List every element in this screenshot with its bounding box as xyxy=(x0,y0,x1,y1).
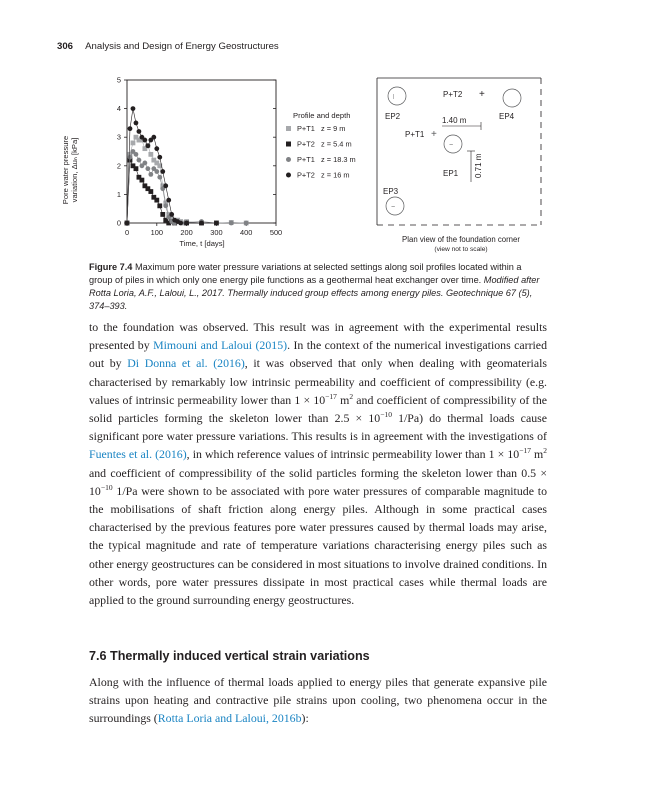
legend-label: P+T2 xyxy=(297,139,315,149)
data-point xyxy=(131,141,136,146)
y-tick-label: 1 xyxy=(116,189,121,199)
text-run: 1/Pa were shown to be associated with pore water pressures of comparable magnitude to the mobilisations of shaft friction along energy piles. Although in some practical cases characterised by the previous features pore water pressures caused by thermal loads may arise, the typical magnitude and rate of temperature variations characterising energy piles such as other energy geostructures can be considered in most situations to involve drained conditions. In other words, pore water pressures dissipate in most practical cases while thermal loads are applied to the ground surrounding energy geostructures. xyxy=(89,483,547,608)
legend-label: P+T2 xyxy=(297,170,315,180)
body-text xyxy=(89,318,547,609)
data-point xyxy=(151,135,156,140)
reference-link[interactable]: Rotta Loria and Laloui, 2016b xyxy=(157,711,302,726)
x-tick-label: 0 xyxy=(124,228,130,237)
x-axis-label: Time, t [days] xyxy=(179,239,225,248)
y-axis-label-line2: variation, Δuₙ [kPa] xyxy=(70,137,79,203)
dimension-horizontal: 1.40 m xyxy=(442,116,467,125)
pile-ep3-symbol: − xyxy=(391,204,396,211)
legend-title: Profile and depth xyxy=(293,111,351,120)
legend-depth: z = 16 m xyxy=(321,170,350,180)
data-point xyxy=(128,126,133,131)
y-ticks xyxy=(117,76,276,228)
exponent: −17 xyxy=(519,446,531,456)
figure-caption-text: Maximum pore water pressure variations at selected settings along soil profiles located within a group of piles in which only one energy pile functions as a geothermal heat exchanger over time. xyxy=(89,262,522,285)
x-tick-label: 200 xyxy=(180,228,193,237)
legend-depth: z = 5.4 m xyxy=(321,139,352,149)
data-point xyxy=(145,166,150,171)
data-point xyxy=(163,183,168,188)
data-point xyxy=(157,175,162,180)
data-point xyxy=(134,152,139,157)
pile-ep2-circle xyxy=(388,87,406,105)
section-title: Thermally induced vertical strain variations xyxy=(110,649,370,663)
data-point xyxy=(142,161,147,166)
legend-label: P+T1 xyxy=(297,124,315,133)
text-run: and coefficient of compressibility of the solid particles forming the skeleton lower than 0.5 × 10 xyxy=(89,465,547,498)
label-pt2: P+T2 xyxy=(443,90,463,99)
section-heading xyxy=(89,649,370,663)
cross-pt1-icon: + xyxy=(431,129,437,140)
legend-depth: z = 9 m xyxy=(321,124,346,133)
text-run: m xyxy=(336,392,350,407)
page-number: 306 xyxy=(57,41,74,52)
label-ep3: EP3 xyxy=(383,187,399,196)
exponent: −10 xyxy=(100,482,113,492)
data-point xyxy=(134,121,139,126)
dimension-vertical: 0.71 m xyxy=(474,153,483,178)
legend-marker xyxy=(286,157,291,162)
cross-pt2-icon: + xyxy=(479,89,485,100)
data-point xyxy=(154,169,159,174)
legend-marker xyxy=(286,126,291,131)
data-point xyxy=(229,221,234,226)
y-tick-label: 2 xyxy=(116,161,121,171)
text-run: . In the context of the numerical investigations carried out by xyxy=(89,338,547,371)
reference-link[interactable]: Mimouni and Laloui (2015) xyxy=(153,338,288,353)
y-axis-label xyxy=(61,136,79,204)
data-point xyxy=(157,203,162,208)
data-point xyxy=(134,166,139,171)
pile-ep1-symbol: − xyxy=(449,142,454,149)
exponent: 2 xyxy=(543,446,547,456)
reference-link[interactable]: Di Donna et al. (2016) xyxy=(127,356,245,371)
exponent: 2 xyxy=(349,391,354,401)
body-text-2 xyxy=(89,673,547,728)
label-pt1: P+T1 xyxy=(405,130,425,139)
data-point xyxy=(199,221,204,226)
text-run: , it was observed that only when dealing with geomaterials characterised by remarkably low intrinsic permeability and coefficient of compressibility (e.g. values of intrinsic permeability lower than 1 × 10 xyxy=(89,356,547,407)
y-tick-label: 4 xyxy=(116,104,121,114)
data-point xyxy=(178,221,183,226)
plot-frame xyxy=(127,80,276,223)
x-tick-label: 400 xyxy=(240,228,253,237)
data-point xyxy=(154,198,159,203)
x-tick-label: 300 xyxy=(210,228,223,237)
data-point xyxy=(148,189,153,194)
legend-label: P+T1 xyxy=(297,155,315,164)
data-point xyxy=(145,143,150,148)
data-point xyxy=(160,212,165,217)
data-point xyxy=(169,212,174,217)
exponent: −10 xyxy=(380,410,392,420)
data-point xyxy=(125,221,130,226)
text-run: ): xyxy=(301,711,309,726)
y-tick-label: 3 xyxy=(116,132,121,142)
legend-marker xyxy=(286,142,291,147)
plan-caption-line2: (view not to scale) xyxy=(434,246,488,253)
plan-caption-line1: Plan view of the foundation corner xyxy=(402,235,520,244)
label-ep1: EP1 xyxy=(443,169,459,178)
pile-ep2-symbol: | xyxy=(393,94,395,100)
legend xyxy=(286,124,356,180)
data-point xyxy=(142,138,147,143)
running-title: Analysis and Design of Energy Geostructures xyxy=(85,41,279,52)
data-point xyxy=(148,152,153,157)
text-run: 1/Pa) do thermal loads cause significant pore water pressure variations. This results is in agreement with the investigations of xyxy=(89,411,547,444)
data-point xyxy=(137,129,142,134)
series-4 xyxy=(125,106,219,225)
legend-marker xyxy=(286,173,291,178)
text-run: to the foundation was observed. This result was in agreement with the experimental results presented by xyxy=(89,320,547,353)
text-run: and coefficient of compressibility of the solid particles forming the skeleton lower than 2.5 × 10 xyxy=(89,392,547,426)
data-point xyxy=(137,158,142,163)
data-point xyxy=(128,155,133,160)
data-point xyxy=(160,169,165,174)
text-run: , in which reference values of intrinsic permeability lower than 1 × 10 xyxy=(186,447,520,462)
section-number: 7.6 xyxy=(89,649,107,663)
data-point xyxy=(214,221,219,226)
figure-label: Figure 7.4 xyxy=(89,262,133,272)
x-tick-label: 500 xyxy=(269,228,283,237)
x-tick-label: 100 xyxy=(150,228,163,237)
figure-svg xyxy=(57,60,557,260)
plan-view xyxy=(377,78,541,253)
exponent: −17 xyxy=(325,391,337,401)
figure xyxy=(57,60,557,260)
data-point xyxy=(154,146,159,151)
running-header xyxy=(57,41,279,52)
label-ep2: EP2 xyxy=(385,112,401,121)
pile-ep4-circle xyxy=(503,89,521,107)
data-point xyxy=(157,155,162,160)
label-ep4: EP4 xyxy=(499,112,515,121)
y-tick-label: 0 xyxy=(116,218,121,228)
data-point xyxy=(184,221,189,226)
figure-caption-source: Modified after Rotta Loria, A.F., Laloui, L., 2017. Thermally induced group effects among energy piles. Geotechnique 67 (5), 374–393. xyxy=(89,275,540,311)
y-axis-label-line1: Pore water pressure xyxy=(61,135,70,205)
data-point xyxy=(166,198,171,203)
figure-caption xyxy=(89,261,547,313)
y-tick-label: 5 xyxy=(116,75,121,85)
legend-depth: z = 18.3 m xyxy=(321,155,356,164)
data-point xyxy=(140,178,145,183)
paragraph xyxy=(89,673,547,728)
data-point xyxy=(148,172,153,177)
data-marks xyxy=(125,106,249,225)
data-point xyxy=(131,106,136,111)
data-point xyxy=(163,203,168,208)
text-run: Along with the influence of thermal loads applied to energy piles that generate expansive pile strains upon heating and contractive pile strains upon cooling, two phenomena occur in the surroundings ( xyxy=(89,675,547,726)
text-run: m xyxy=(530,447,544,462)
reference-link[interactable]: Fuentes et al. (2016) xyxy=(89,447,187,462)
data-point xyxy=(244,221,249,226)
paragraph xyxy=(89,318,547,609)
